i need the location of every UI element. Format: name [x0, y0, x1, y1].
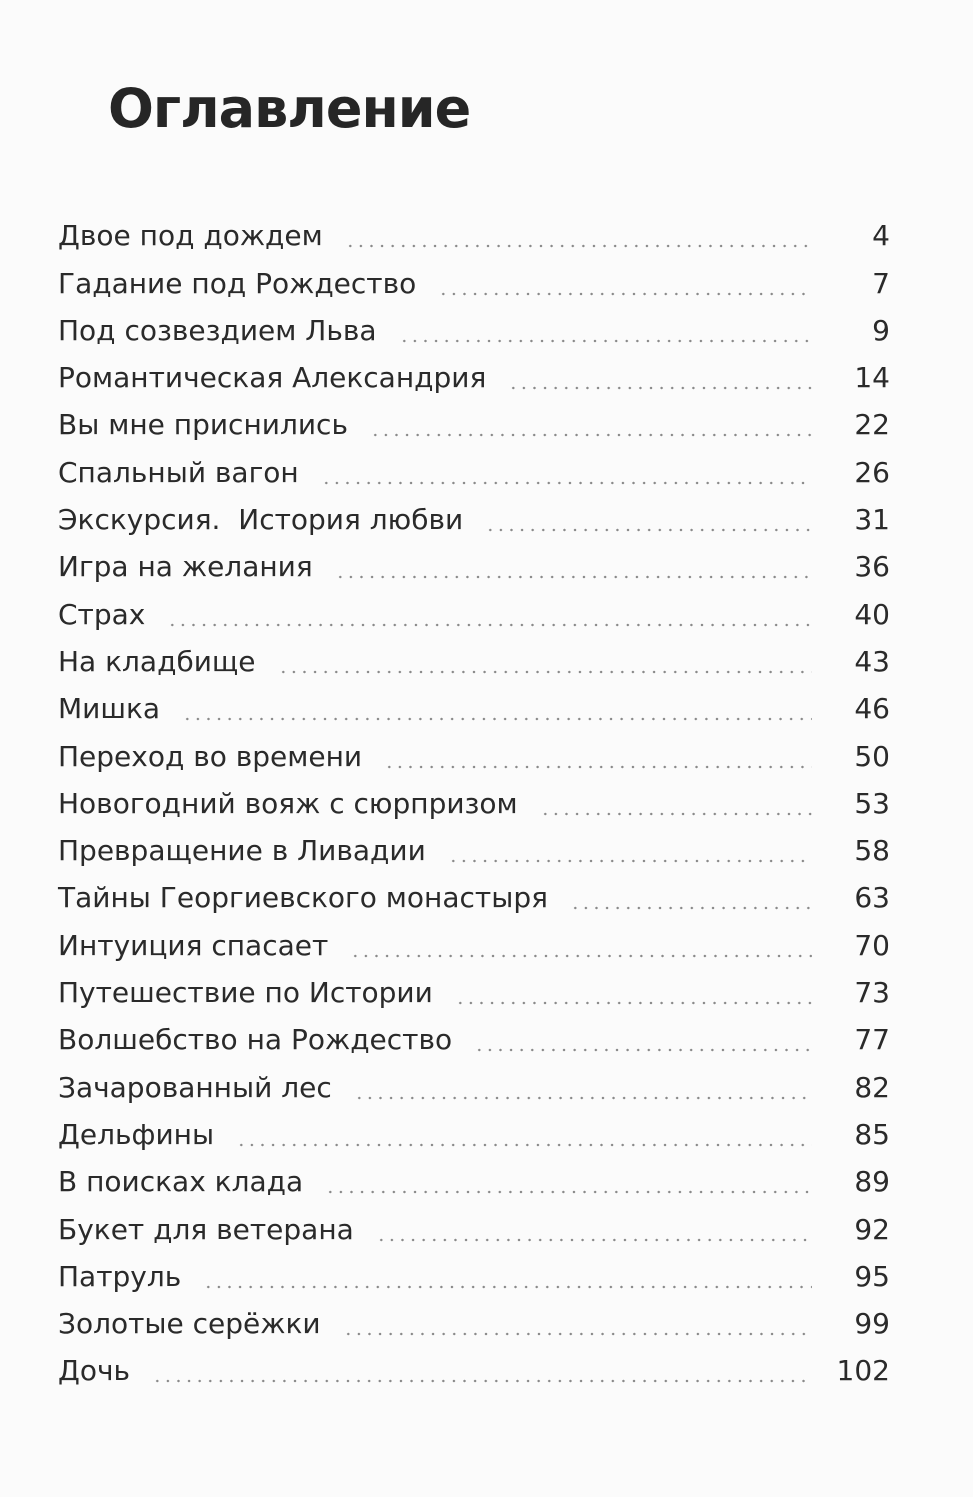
toc-entry-title: Дочь — [58, 1354, 131, 1388]
toc-entry-page: 43 — [854, 644, 890, 678]
toc-entry-title: Букет для ветерана — [58, 1212, 354, 1246]
toc-entry-page: 89 — [854, 1165, 890, 1199]
toc-entry[interactable] — [58, 960, 890, 1010]
toc-entry-page: 46 — [854, 692, 890, 726]
toc-entry-page: 95 — [854, 1259, 890, 1293]
toc-entry-page: 7 — [872, 266, 890, 300]
toc-entry[interactable] — [58, 1196, 890, 1246]
toc-entry-title: Романтическая Александрия — [58, 361, 487, 395]
toc-entry-page: 14 — [854, 361, 890, 395]
dot-leader — [376, 1228, 812, 1242]
toc-entry[interactable] — [58, 1149, 890, 1199]
dot-leader — [448, 849, 812, 863]
toc-entry[interactable] — [58, 629, 890, 676]
toc-entry-page: 53 — [854, 786, 890, 820]
toc-entry-title: Страх — [58, 597, 146, 631]
toc-entry[interactable] — [58, 534, 890, 584]
toc-entry-page: 77 — [854, 1023, 890, 1057]
dot-leader — [540, 802, 812, 816]
toc-entry-page: 92 — [854, 1212, 890, 1246]
dot-leader — [350, 944, 812, 958]
dot-leader — [321, 471, 812, 485]
toc-entry-title: Превращение в Ливадии — [58, 834, 426, 868]
dot-leader — [182, 707, 812, 721]
toc-entry[interactable] — [58, 250, 890, 300]
toc-entry-title: В поисках клада — [58, 1165, 304, 1199]
toc-entry-title: Вы мне приснились — [58, 408, 348, 442]
toc-entry[interactable] — [58, 771, 890, 818]
dot-leader — [152, 1369, 812, 1383]
toc-entry-title: Волшебство на Рождество — [58, 1023, 453, 1057]
toc-entry[interactable] — [58, 439, 890, 489]
dot-leader — [384, 755, 812, 769]
toc-entry-page: 9 — [872, 313, 890, 347]
toc-entry-title: Золотые серёжки — [58, 1307, 321, 1341]
dot-leader — [335, 565, 812, 579]
toc-entry[interactable] — [58, 818, 890, 868]
dot-leader — [345, 234, 812, 248]
toc-entry[interactable] — [58, 1291, 890, 1341]
toc-entry-title: На кладбище — [58, 644, 256, 678]
toc-entry-title: Дельфины — [58, 1117, 215, 1151]
dot-leader — [343, 1322, 812, 1336]
toc-entry-page: 40 — [854, 597, 890, 631]
toc-entry-page: 99 — [854, 1307, 890, 1341]
toc-entry[interactable] — [58, 676, 890, 726]
toc-entry[interactable] — [58, 487, 890, 537]
toc-entry-title: Гадание под Рождество — [58, 266, 417, 300]
toc-entry-title: Мишка — [58, 692, 161, 726]
toc-entry[interactable] — [58, 1007, 890, 1057]
toc-entry-page: 26 — [854, 455, 890, 489]
dot-leader — [325, 1180, 812, 1194]
toc-entry-title: Интуиция спасает — [58, 928, 329, 962]
dot-leader — [508, 376, 812, 390]
dot-leader — [474, 1038, 812, 1052]
toc-entry-page: 63 — [854, 881, 890, 915]
toc-entry-title: Переход во времени — [58, 739, 363, 773]
toc-entry-title: Под созвездием Льва — [58, 313, 377, 347]
toc-entry[interactable] — [58, 1338, 890, 1388]
dot-leader — [236, 1133, 812, 1147]
dot-leader — [167, 613, 812, 627]
toc-entry[interactable] — [58, 1244, 890, 1291]
toc-entry-title: Двое под дождем — [58, 219, 323, 253]
dot-leader — [203, 1275, 812, 1289]
toc-entry-page: 4 — [872, 219, 890, 253]
toc-entry-title: Зачарованный лес — [58, 1070, 332, 1104]
toc-entry[interactable] — [58, 203, 890, 253]
toc-entry-page: 82 — [854, 1070, 890, 1104]
toc-entry[interactable] — [58, 1054, 890, 1104]
dot-leader — [399, 329, 813, 343]
toc-entry-title: Экскурсия. История любви — [58, 503, 464, 537]
toc-entry-title: Патруль — [58, 1259, 182, 1293]
toc-entry[interactable] — [58, 912, 890, 962]
dot-leader — [438, 282, 812, 296]
toc-entry-title: Новогодний вояж с сюрпризом — [58, 786, 518, 820]
toc-entry-page: 31 — [854, 503, 890, 537]
dot-leader — [278, 660, 812, 674]
toc-entry[interactable] — [58, 298, 890, 345]
toc-entry[interactable] — [58, 392, 890, 442]
toc-entry-page: 85 — [854, 1117, 890, 1151]
toc-entry-page: 58 — [854, 834, 890, 868]
toc-entry-title: Спальный вагон — [58, 455, 299, 489]
dot-leader — [354, 1086, 812, 1100]
page-title: Оглавление — [108, 77, 471, 140]
toc-entry-page: 70 — [854, 928, 890, 962]
toc-entry-title: Игра на желания — [58, 550, 313, 584]
toc-entry[interactable] — [58, 865, 890, 915]
table-of-contents — [58, 203, 890, 1388]
toc-entry-title: Путешествие по Истории — [58, 976, 433, 1010]
toc-entry[interactable] — [58, 723, 890, 773]
toc-entry-page: 36 — [854, 550, 890, 584]
dot-leader — [370, 423, 812, 437]
toc-entry-page: 73 — [854, 976, 890, 1010]
toc-entry[interactable] — [58, 581, 890, 631]
toc-entry[interactable] — [58, 345, 890, 395]
dot-leader — [455, 991, 812, 1005]
dot-leader — [570, 896, 812, 910]
toc-entry-title: Тайны Георгиевского монастыря — [58, 881, 548, 915]
toc-entry-page: 102 — [836, 1354, 890, 1388]
dot-leader — [485, 518, 812, 532]
toc-entry[interactable] — [58, 1102, 890, 1149]
toc-entry-page: 22 — [854, 408, 890, 442]
toc-entry-page: 50 — [854, 739, 890, 773]
